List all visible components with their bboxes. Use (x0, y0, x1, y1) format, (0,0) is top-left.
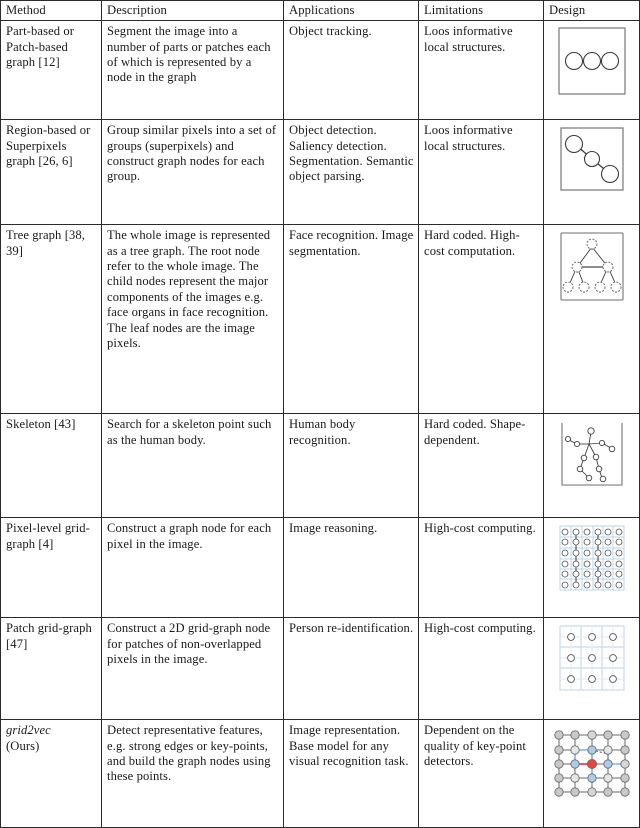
cell-limitations: High-cost computing. (419, 618, 544, 720)
cell-design (544, 720, 640, 828)
cell-method (1, 720, 102, 828)
tree-graph-diagram (553, 228, 631, 308)
cell-applications: Object tracking. (284, 21, 419, 120)
cell-applications: Face recognition. Image segmentation. (284, 225, 419, 414)
cell-limitations: High-cost computing. (419, 518, 544, 618)
cell-design (544, 120, 640, 225)
cell-method: Skeleton [43] (1, 414, 102, 518)
three-linked-circles-chain-diagram (554, 123, 630, 197)
cell-design (544, 225, 640, 414)
cell-limitations: Hard coded. Shape-dependent. (419, 414, 544, 518)
cell-description: The whole image is represented as a tree graph. The root node refer to the whole image. The child nodes represent the major components of the images e.g. face organs in face recognition. The leaf nodes are the image pixels. (102, 225, 284, 414)
table-header-row (1, 1, 640, 21)
cell-design (544, 618, 640, 720)
table-row (1, 21, 640, 120)
cell-limitations: Dependent on the quality of key-point detectors. (419, 720, 544, 828)
cell-method: Tree graph [38, 39] (1, 225, 102, 414)
cell-description: Segment the image into a number of parts or patches each of which is represented by a node in the graph (102, 21, 284, 120)
cell-applications: Person re-identification. (284, 618, 419, 720)
cell-method: Patch grid-graph [47] (1, 618, 102, 720)
cell-design (544, 21, 640, 120)
cell-description: Construct a graph node for each pixel in the image. (102, 518, 284, 618)
cell-applications: Image representation. Base model for any visual recognition task. (284, 720, 419, 828)
table-row (1, 414, 640, 518)
method-name-italic: grid2vec (6, 723, 51, 738)
cell-description: Construct a 2D grid-graph node for patches of non-overlapped pixels in the image. (102, 618, 284, 720)
column-header-limitations: Limitations (419, 1, 544, 21)
skeleton-stick-figure-diagram (553, 417, 631, 493)
method-name-suffix: (Ours) (6, 738, 40, 753)
cell-design (544, 518, 640, 618)
table-row (1, 225, 640, 414)
three-disconnected-circles-diagram (554, 24, 630, 98)
cell-method: Part-based or Patch-based graph [12] (1, 21, 102, 120)
column-header-applications: Applications (284, 1, 419, 21)
table-row (1, 618, 640, 720)
cell-method: Region-based or Superpixels graph [26, 6] (1, 120, 102, 225)
cell-limitations: Loos informative local structures. (419, 120, 544, 225)
table-row (1, 720, 640, 828)
cell-description: Group similar pixels into a set of groups (superpixels) and construct graph nodes for each group. (102, 120, 284, 225)
cell-method: Pixel-level grid-graph [4] (1, 518, 102, 618)
cell-description: Detect representative features, e.g. strong edges or key-points, and build the graph nodes using these points. (102, 720, 284, 828)
pixel-grid-graph-diagram (555, 521, 629, 595)
cell-description: Search for a skeleton point such as the human body. (102, 414, 284, 518)
cell-design (544, 414, 640, 518)
table-row (1, 120, 640, 225)
column-header-design: Design (544, 1, 640, 21)
grid2vec-keypoint-grid-diagram (551, 723, 633, 801)
cell-limitations: Hard coded. High-cost computation. (419, 225, 544, 414)
cell-limitations: Loos informative local structures. (419, 21, 544, 120)
cell-applications: Human body recognition. (284, 414, 419, 518)
cell-applications: Object detection. Saliency detection. Segmentation. Semantic object parsing. (284, 120, 419, 225)
column-header-description: Description (102, 1, 284, 21)
column-header-method: Method (1, 1, 102, 21)
patch-grid-graph-diagram (555, 621, 629, 695)
table-row (1, 518, 640, 618)
cell-applications: Image reasoning. (284, 518, 419, 618)
